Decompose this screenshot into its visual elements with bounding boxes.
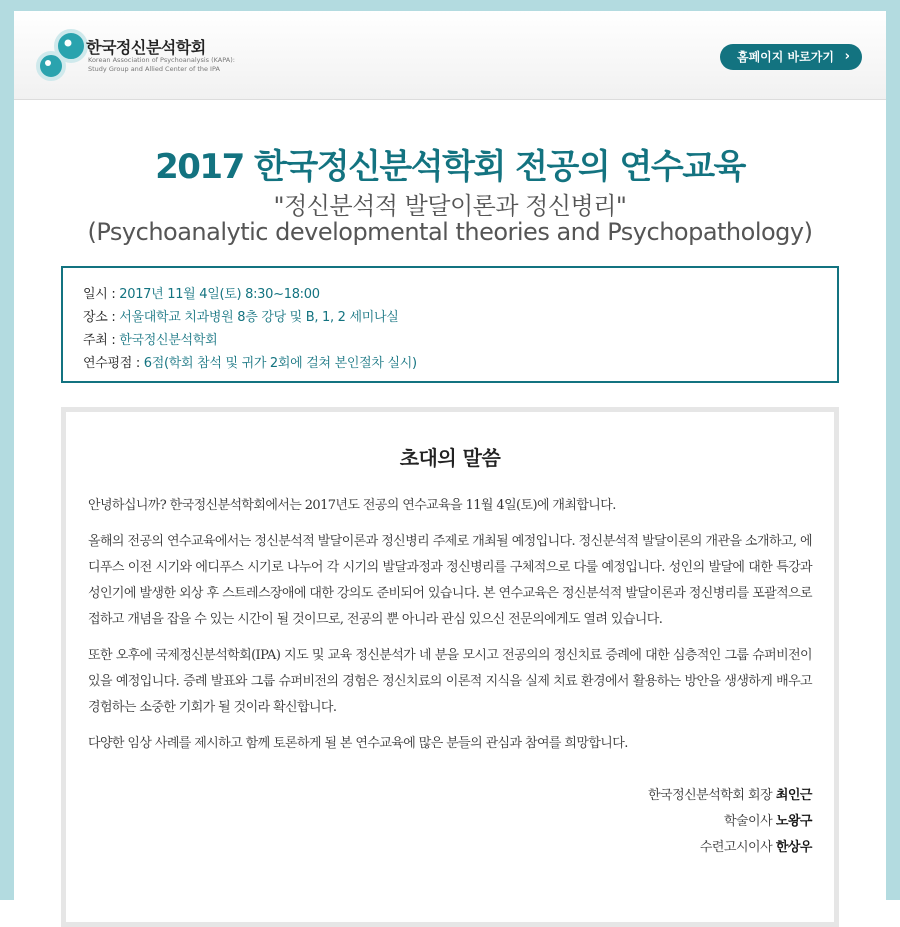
info-label: 장소 :	[83, 310, 120, 325]
info-value: 6점(학회 참석 및 귀가 2회에 걸쳐 본인절차 실시)	[143, 356, 417, 371]
signature-name: 노왕구	[775, 814, 812, 829]
info-row-credits	[83, 352, 837, 375]
logo-subtitle-line: Study Group and Allied Center of the IPA	[88, 65, 220, 73]
logo-subtitle	[88, 56, 235, 74]
letter-paragraph: 안녕하십니까? 한국정신분석학회에서는 2017년도 전공의 연수교육을 11월 4일(토)에 개최합니다.	[88, 498, 616, 513]
page-title: 2017 한국정신분석학회 전공의 연수교육	[155, 147, 745, 187]
info-row-date	[83, 283, 837, 306]
homepage-button-label: 홈페이지 바로가기	[737, 50, 834, 64]
subtitle-english: (Psychoanalytic developmental theories and Psychopathology)	[87, 218, 813, 246]
signatures	[88, 783, 812, 861]
invitation-letter	[61, 407, 839, 927]
logo-subtitle-line: Korean Association of Psychoanalysis (KAPA):	[88, 56, 235, 64]
homepage-button[interactable]	[720, 44, 862, 70]
signature-role: 한국정신분석학회 회장	[647, 788, 776, 803]
letter-paragraph: 다양한 임상 사례를 제시하고 함께 토론하게 될 본 연수교육에 많은 분들의 관심과 참여를 희망합니다.	[88, 736, 628, 751]
event-info-box	[61, 266, 839, 383]
header	[14, 11, 886, 100]
signature-role: 학술이사	[723, 814, 776, 829]
signature-name: 최인근	[775, 788, 812, 803]
signature-academic-director	[88, 809, 812, 835]
info-row-venue	[83, 306, 837, 329]
info-label: 주최 :	[83, 333, 120, 348]
subtitle-korean: "정신분석적 발달이론과 정신병리"	[273, 192, 627, 220]
letter-paragraph: 올해의 전공의 연수교육에서는 정신분석적 발달이론과 정신병리 주제로 개최될 예정입니다. 정신분석적 발달이론의 개관을 소개하고, 에디푸스 이전 시기와 에디푸스 시기로 나누어 각 시기의 발달과정과 정신병리를 구체적으로 다룰 예정입니다. 성인의 발달에 대한 특강과 성인기에 발생한 외상 후 스트레스장애에 대한 강의도 준비되어 있습니다. 본 연수교육은 정신분석적 발달이론과 정신병리를 포괄적으로 접하고 개념을 잡을 수 있는 시간이 될 것이므로, 전공의 뿐 아니라 관심 있으신 전문의에게도 열려 있습니다.	[88, 534, 812, 627]
chevron-right-icon: ›	[844, 49, 850, 64]
signature-role: 수련고시이사	[699, 840, 776, 855]
logo-title: 한국정신분석학회	[86, 38, 206, 57]
signature-name: 한상우	[775, 840, 812, 855]
info-value: 2017년 11월 4일(토) 8:30~18:00	[119, 287, 320, 302]
signature-president	[88, 783, 812, 809]
kapa-logo-icon	[32, 26, 92, 84]
info-value: 서울대학교 치과병원 8층 강당 및 B, 1, 2 세미나실	[119, 310, 399, 325]
info-label: 연수평점 :	[83, 356, 144, 371]
letter-paragraph: 또한 오후에 국제정신분석학회(IPA) 지도 및 교육 정신분석가 네 분을 모시고 전공의의 정신치료 증례에 대한 심층적인 그룹 슈퍼비전이 있을 예정입니다. 증례 발표와 그룹 슈퍼비전의 경험은 정신치료의 이론적 지식을 실제 치료 환경에서 활용하는 방안을 생생하게 배우고 경험하는 소중한 기회가 될 것이라 확신합니다.	[88, 648, 812, 715]
info-value: 한국정신분석학회	[119, 333, 218, 348]
letter-title: 초대의 말씀	[399, 446, 501, 470]
info-row-host	[83, 329, 837, 352]
info-label: 일시 :	[83, 287, 120, 302]
signature-training-director	[88, 835, 812, 861]
